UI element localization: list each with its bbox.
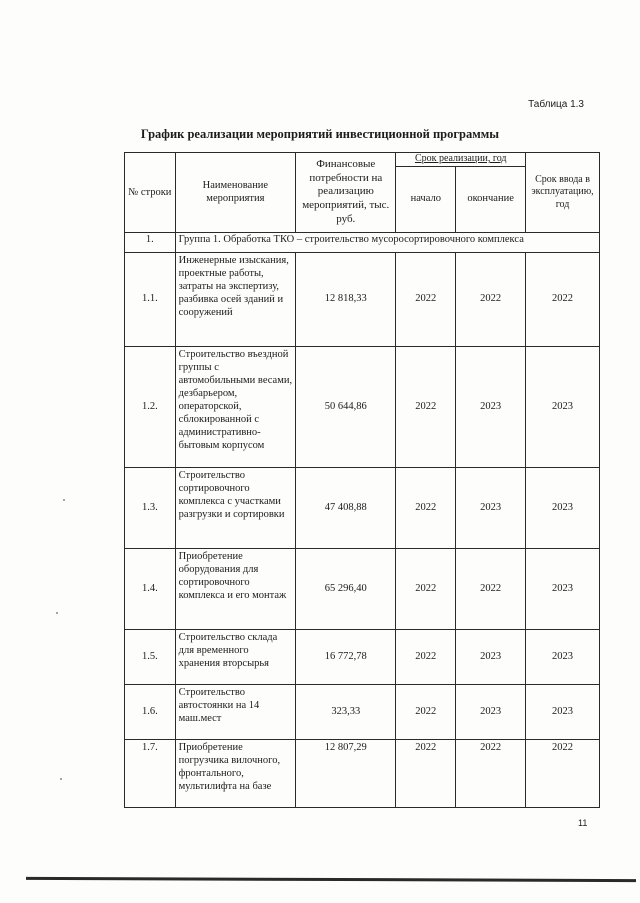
row-end: 2022 xyxy=(456,548,526,629)
row-number: 1.6. xyxy=(125,684,176,739)
schedule-table xyxy=(124,152,600,808)
page-number: 11 xyxy=(578,818,588,828)
row-end: 2023 xyxy=(456,467,526,548)
table-row xyxy=(125,548,600,629)
header-end: окончание xyxy=(456,166,526,232)
row-end: 2022 xyxy=(456,252,526,346)
footer-rule xyxy=(26,877,636,882)
row-cost: 65 296,40 xyxy=(296,548,396,629)
row-name: Инженерные изыскания, проектные работы, затраты на экспертизу, разбивка осей зданий и сооружений xyxy=(175,252,296,346)
table-row xyxy=(125,739,600,807)
row-start: 2022 xyxy=(396,467,456,548)
table-row xyxy=(125,684,600,739)
row-name: Строительство сортировочного комплекса с участками разгрузки и сортировки xyxy=(175,467,296,548)
row-commissioning: 2023 xyxy=(526,629,600,684)
row-number: 1.3. xyxy=(125,467,176,548)
row-start: 2022 xyxy=(396,739,456,807)
header-row-number: № строки xyxy=(125,153,176,233)
table-row xyxy=(125,346,600,467)
scan-speck xyxy=(63,499,65,501)
group-row xyxy=(125,232,600,252)
row-end: 2023 xyxy=(456,684,526,739)
table-row xyxy=(125,467,600,548)
row-commissioning: 2022 xyxy=(526,252,600,346)
row-start: 2022 xyxy=(396,629,456,684)
row-commissioning: 2023 xyxy=(526,467,600,548)
row-cost: 12 807,29 xyxy=(296,739,396,807)
table-row xyxy=(125,629,600,684)
row-commissioning: 2023 xyxy=(526,346,600,467)
row-end: 2022 xyxy=(456,739,526,807)
table-row xyxy=(125,252,600,346)
row-cost: 47 408,88 xyxy=(296,467,396,548)
header-period: Срок реализации, год xyxy=(396,153,526,167)
header-start: начало xyxy=(396,166,456,232)
scan-speck xyxy=(56,612,58,614)
row-name: Приобретение оборудования для сортировочного комплекса и его монтаж xyxy=(175,548,296,629)
row-start: 2022 xyxy=(396,346,456,467)
row-start: 2022 xyxy=(396,684,456,739)
group-number: 1. xyxy=(125,232,176,252)
row-name: Строительство автостоянки на 14 маш.мест xyxy=(175,684,296,739)
row-commissioning: 2023 xyxy=(526,548,600,629)
document-title: График реализации мероприятий инвестиционной программы xyxy=(140,127,500,141)
row-cost: 12 818,33 xyxy=(296,252,396,346)
row-start: 2022 xyxy=(396,548,456,629)
row-number: 1.2. xyxy=(125,346,176,467)
row-number: 1.7. xyxy=(125,739,176,807)
row-cost: 16 772,78 xyxy=(296,629,396,684)
group-title: Группа 1. Обработка ТКО – строительство мусоросортировочного комплекса xyxy=(175,232,599,252)
row-cost: 50 644,86 xyxy=(296,346,396,467)
row-commissioning: 2022 xyxy=(526,739,600,807)
row-number: 1.1. xyxy=(125,252,176,346)
row-name: Строительство склада для временного хранения вторсырья xyxy=(175,629,296,684)
row-start: 2022 xyxy=(396,252,456,346)
header-name: Наименование мероприятия xyxy=(175,153,296,233)
header-commissioning: Срок ввода в эксплуатацию, год xyxy=(526,153,600,233)
table-label: Таблица 1.3 xyxy=(528,99,584,110)
header-cost: Финансовые потребности на реализацию мероприятий, тыс. руб. xyxy=(296,153,396,233)
row-commissioning: 2023 xyxy=(526,684,600,739)
row-end: 2023 xyxy=(456,629,526,684)
row-end: 2023 xyxy=(456,346,526,467)
row-number: 1.5. xyxy=(125,629,176,684)
row-cost: 323,33 xyxy=(296,684,396,739)
row-name: Строительство въездной группы с автомобильными весами, дезбарьером, операторской, сблокированной с административно-бытовым корпусом xyxy=(175,346,296,467)
scan-speck xyxy=(60,778,62,780)
row-name: Приобретение погрузчика вилочного, фронтального, мультилифта на базе xyxy=(175,739,296,807)
row-number: 1.4. xyxy=(125,548,176,629)
